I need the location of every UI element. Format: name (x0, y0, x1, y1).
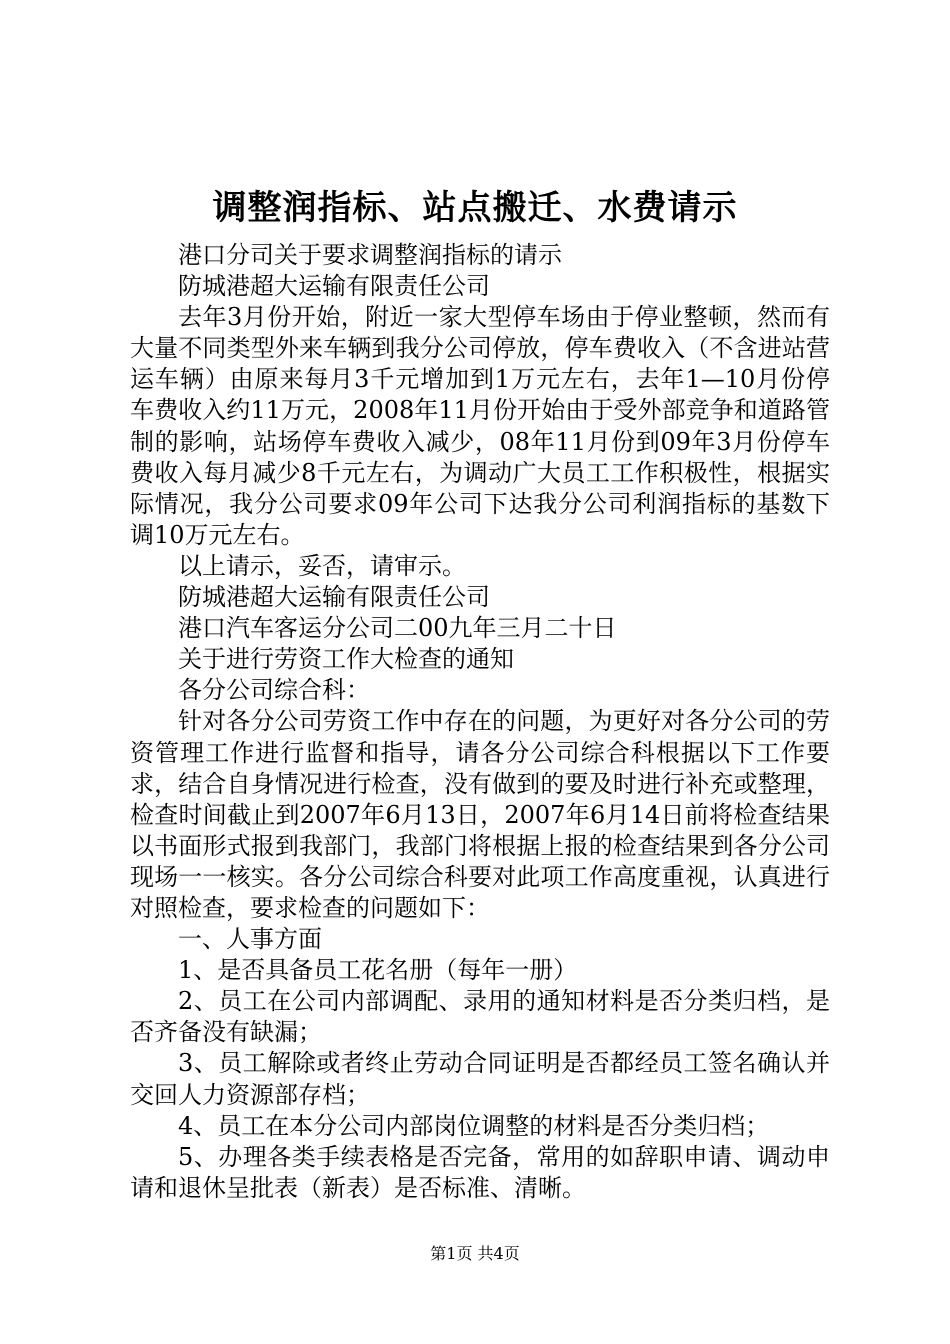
list-item-1: 1、是否具备员工花名册（每年一册） (178, 956, 578, 985)
paragraph-notice-title: 关于进行劳资工作大检查的通知 (178, 645, 514, 674)
list-item-4: 4、员工在本分公司内部岗位调整的材料是否分类归档； (178, 1111, 770, 1140)
list-item-2: 2、员工在公司内部调配、录用的通知材料是否分类归档，是否齐备没有缺漏； (130, 987, 830, 1047)
paragraph-closing: 以上请示，妥否，请审示。 (178, 551, 466, 580)
paragraph-section-heading: 一、人事方面 (178, 925, 322, 954)
paragraph-subject: 港口分司关于要求调整润指标的请示 (178, 241, 562, 269)
document-title: 调整润指标、站点搬迁、水费请示 (212, 188, 738, 228)
paragraph-recipient: 防城港超大运输有限责任公司 (178, 272, 490, 301)
list-item-5: 5、办理各类手续表格是否完备，常用的如辞职申请、调动申请和退休呈批表（新表）是否标准、清晰。 (130, 1142, 830, 1202)
paragraph-notice-recipient: 各分公司综合科： (178, 676, 370, 705)
list-item-3: 3、员工解除或者终止劳动合同证明是否都经员工签名确认并交回人力资源部存档； (130, 1049, 830, 1109)
document-body (130, 240, 830, 1204)
paragraph-notice-body: 针对各分公司劳资工作中存在的问题，为更好对各分公司的劳资管理工作进行监督和指导，请各分公司综合科根据以下工作要求，结合自身情况进行检查，没有做到的要及时进行补充或整理，检查时间截止到2007年6月13日，2007年6月14日前将检查结果以书面形式报到我部门，我部门将根据上报的检查结果到各分公司现场一一核实。各分公司综合科要对此项工作高度重视，认真进行对照检查，要求检查的问题如下： (130, 707, 830, 922)
page-footer: 第1页 共4页 (430, 1244, 520, 1263)
paragraph-signature-date: 港口汽车客运分公司二00九年三月二十日 (178, 614, 617, 643)
paragraph-company: 防城港超大运输有限责任公司 (178, 583, 490, 612)
paragraph-request-body: 去年3月份开始，附近一家大型停车场由于停业整顿，然而有大量不同类型外来车辆到我分公司停放，停车费收入（不含进站营运车辆）由原来每月3千元增加到1万元左右，去年1—10月份停车费收入约11万元，2008年11月份开始由于受外部竞争和道路管制的影响，站场停车费收入减少，08年11月份到09年3月份停车费收入每月减少8千元左右，为调动广大员工工作积极性，根据实际情况，我分公司要求09年公司下达我分公司利润指标的基数下调10万元左右。 (130, 303, 830, 549)
